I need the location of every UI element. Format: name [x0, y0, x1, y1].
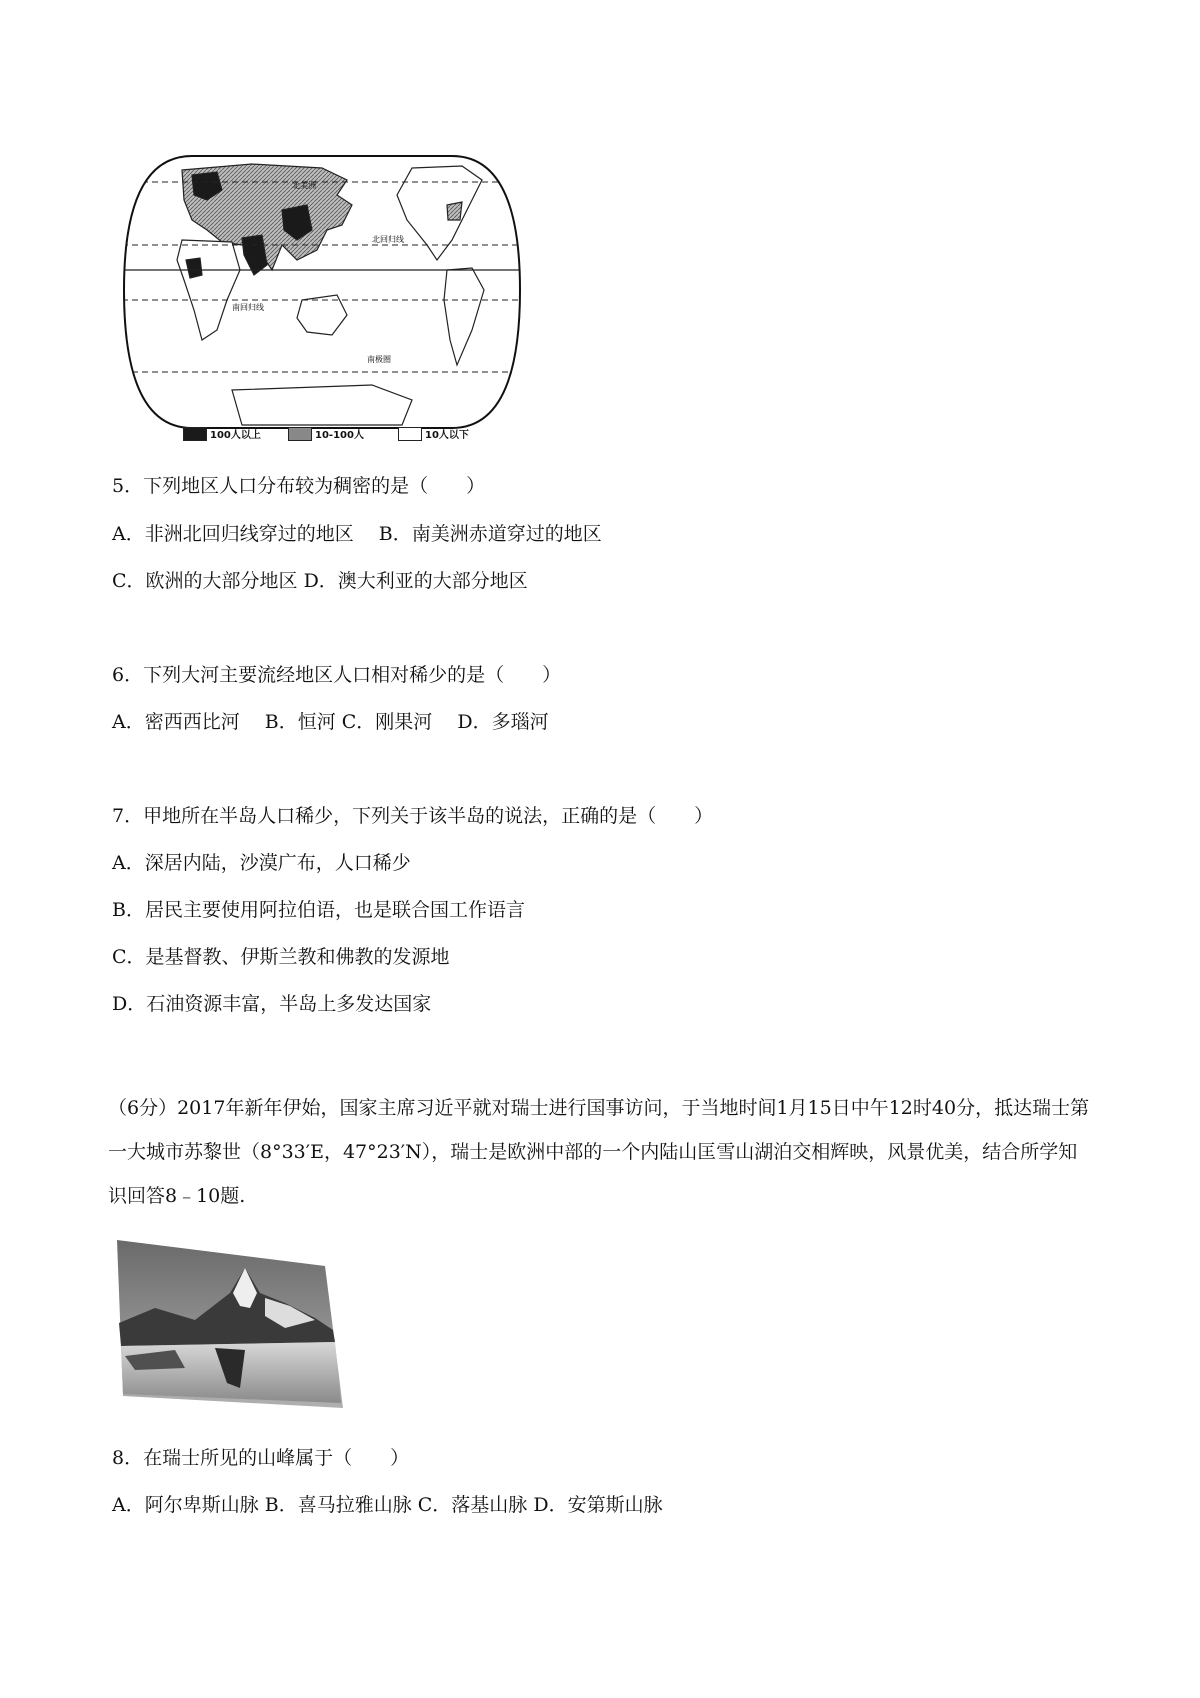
q6-options: A．密西西比河 B．恒河 C．刚果河 D．多瑙河: [112, 711, 549, 733]
map-label-tropic-capricorn: 南回归线: [232, 303, 264, 312]
q7-option-d: D．石油资源丰富，半岛上多发达国家: [112, 993, 432, 1015]
map-label-antarctic: 南极圈: [367, 355, 391, 364]
legend-swatch-dense: [183, 427, 207, 441]
q5-stem: 5．下列地区人口分布较为稠密的是（ ）: [112, 475, 486, 497]
legend-swatch-medium: [288, 427, 312, 441]
map-legend: [183, 425, 493, 447]
legend-label-dense: 100人以上: [210, 430, 261, 441]
legend-label-medium: 10-100人: [315, 430, 364, 441]
map-label-north: 北美洲: [292, 181, 316, 190]
q7-option-b: B．居民主要使用阿拉伯语，也是联合国工作语言: [112, 899, 525, 921]
q7-stem: 7．甲地所在半岛人口稀少，下列关于该半岛的说法，正确的是（ ）: [112, 805, 714, 827]
q8-stem: 8．在瑞士所见的山峰属于（ ）: [112, 1447, 410, 1469]
world-map-figure: [122, 150, 522, 450]
q5-options-cd: C．欧洲的大部分地区 D．澳大利亚的大部分地区: [112, 570, 528, 592]
q7-option-c: C．是基督教、伊斯兰教和佛教的发源地: [112, 946, 450, 968]
legend-swatch-sparse: [398, 427, 422, 441]
population-density-map: [122, 150, 522, 450]
map-label-tropic-cancer: 北回归线: [372, 235, 404, 244]
q8-options: A．阿尔卑斯山脉 B．喜马拉雅山脉 C．落基山脉 D．安第斯山脉: [112, 1494, 663, 1516]
legend-item-dense: [183, 426, 261, 441]
legend-item-medium: [288, 426, 364, 441]
q7-option-a: A．深居内陆，沙漠广布，人口稀少: [112, 852, 411, 874]
legend-label-sparse: 10人以下: [425, 430, 469, 441]
mountain-lake-image: [115, 1238, 345, 1413]
na-east-dense: [447, 202, 462, 220]
q5-options-ab: A．非洲北回归线穿过的地区 B．南美洲赤道穿过的地区: [112, 523, 602, 545]
q6-stem: 6．下列大河主要流经地区人口相对稀少的是（ ）: [112, 664, 562, 686]
antarctica-landmass: [232, 385, 412, 425]
matterhorn-photo: [115, 1238, 345, 1413]
legend-item-sparse: [398, 426, 469, 441]
section-intro-paragraph: （6分）2017年新年伊始，国家主席习近平就对瑞士进行国事访问，于当地时间1月15日中午12时40分，抵达瑞士第一大城市苏黎世（8°33′E，47°23′N），瑞士是欧洲中部的一个内陆山匡雪山湖泊交相辉映，风景优美，结合所学知识回答8﹣10题.: [108, 1097, 1090, 1207]
